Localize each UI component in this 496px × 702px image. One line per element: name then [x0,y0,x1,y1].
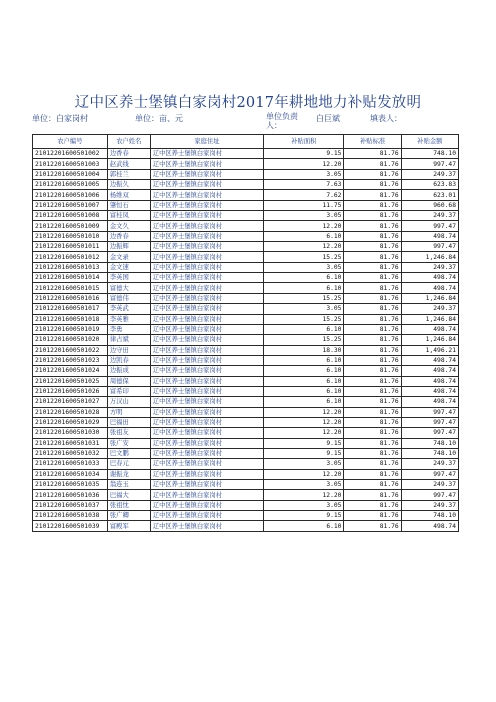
table-row [33,324,459,334]
subsidy-area-cell: 9.15 [264,511,344,521]
household-name-cell: 边香春 [107,231,150,241]
address-cell: 辽中区养士堡镇白家岗村 [150,211,263,221]
subsidy-amount-cell: 997.47 [401,159,458,169]
household-id-cell: 21012201600501039 [33,521,108,531]
table-row [33,221,459,231]
table-row [33,283,459,293]
table-row [33,459,459,469]
subsidy-rate-cell: 81.76 [344,500,401,510]
address-cell: 辽中区养士堡镇白家岗村 [150,180,263,190]
filler-label: 填表人： [370,114,402,123]
subsidy-rate-cell: 81.76 [344,448,401,458]
subsidy-amount-cell: 498.74 [401,397,458,407]
subsidy-amount-cell: 748.10 [401,438,458,448]
household-id-cell: 21012201600501017 [33,304,108,314]
subsidy-area-cell: 11.75 [264,200,344,210]
document-title: 辽中区养士堡镇白家岗村2017年耕地地力补贴发放明 [74,95,422,111]
table-row [33,407,459,417]
unit-head-name: 白巨斌 [316,114,340,123]
subsidy-rate-cell: 81.76 [344,304,401,314]
subsidy-amount-cell: 498.74 [401,521,458,531]
subsidy-amount-cell: 249.37 [401,500,458,510]
unit-of-measure-label: 单位：亩、元 [135,114,183,123]
subsidy-rate-cell: 81.76 [344,159,401,169]
table-row [33,397,459,407]
address-cell: 辽中区养士堡镇白家岗村 [150,490,263,500]
subsidy-area-cell: 3.05 [264,169,344,179]
subsidy-rate-cell: 81.76 [344,345,401,355]
address-cell: 辽中区养士堡镇白家岗村 [150,417,263,427]
household-id-cell: 21012201600501016 [33,293,108,303]
subsidy-rate-cell: 81.76 [344,200,401,210]
address-cell: 辽中区养士堡镇白家岗村 [150,500,263,510]
subsidy-area-cell: 9.15 [264,448,344,458]
subsidy-amount-cell: 997.47 [401,221,458,231]
subsidy-rate-cell: 81.76 [344,190,401,200]
household-id-cell: 21012201600501010 [33,231,108,241]
table-row [33,273,459,283]
table-row [33,355,459,365]
subsidy-amount-cell: 498.74 [401,273,458,283]
address-cell: 辽中区养士堡镇白家岗村 [150,283,263,293]
subsidy-area-cell: 6.10 [264,324,344,334]
subsidy-amount-cell: 623.01 [401,190,458,200]
household-id-cell: 21012201600501022 [33,345,108,355]
household-id-cell: 21012201600501020 [33,335,108,345]
table-row [33,252,459,262]
subsidy-area-cell: 12.20 [264,417,344,427]
subsidy-rate-cell: 81.76 [344,242,401,252]
subsidy-rate-cell: 81.76 [344,169,401,179]
household-id-cell: 21012201600501027 [33,397,108,407]
subsidy-area-cell: 3.05 [264,211,344,221]
table-row [33,490,459,500]
address-cell: 辽中区养士堡镇白家岗村 [150,252,263,262]
subsidy-amount-cell: 249.37 [401,169,458,179]
unit-head-label: 单位负责人： [266,112,298,130]
subsidy-rate-cell: 81.76 [344,407,401,417]
subsidy-area-cell: 6.10 [264,397,344,407]
subsidy-area-cell: 3.05 [264,262,344,272]
household-id-cell: 21012201600501038 [33,511,108,521]
subsidy-amount-cell: 498.74 [401,231,458,241]
subsidy-rate-cell: 81.76 [344,490,401,500]
subsidy-area-cell: 12.20 [264,407,344,417]
household-id-cell: 21012201600501033 [33,459,108,469]
subsidy-area-cell: 12.20 [264,469,344,479]
household-name-cell: 边守田 [107,345,150,355]
subsidy-rate-cell: 81.76 [344,180,401,190]
subsidy-amount-cell: 249.37 [401,211,458,221]
subsidy-table [32,134,459,532]
household-name-cell: 张广安 [107,438,150,448]
table-row [33,345,459,355]
household-name-cell: 边振久 [107,180,150,190]
subsidy-area-cell: 18.30 [264,345,344,355]
subsidy-rate-cell: 81.76 [344,273,401,283]
table-row [33,448,459,458]
subsidy-area-cell: 6.10 [264,273,344,283]
subsidy-rate-cell: 81.76 [344,386,401,396]
address-cell: 辽中区养士堡镇白家岗村 [150,262,263,272]
address-cell: 辽中区养士堡镇白家岗村 [150,149,263,159]
address-cell: 辽中区养士堡镇白家岗村 [150,314,263,324]
subsidy-rate-cell: 81.76 [344,314,401,324]
subsidy-amount-cell: 498.74 [401,366,458,376]
table-row [33,500,459,510]
subsidy-rate-cell: 81.76 [344,417,401,427]
subsidy-area-cell: 12.20 [264,159,344,169]
address-cell: 辽中区养士堡镇白家岗村 [150,304,263,314]
subsidy-amount-cell: 249.37 [401,480,458,490]
subsidy-rate-cell: 81.76 [344,335,401,345]
household-id-cell: 21012201600501019 [33,324,108,334]
household-id-cell: 21012201600501009 [33,221,108,231]
subsidy-rate-cell: 81.76 [344,511,401,521]
household-id-cell: 21012201600501002 [33,149,108,159]
household-name-cell: 杨维双 [107,190,150,200]
table-row [33,480,459,490]
subsidy-area-cell: 12.20 [264,242,344,252]
subsidy-amount-cell: 249.37 [401,459,458,469]
table-row [33,211,459,221]
household-name-cell: 张祖友 [107,428,150,438]
household-name-cell: 肇恒石 [107,200,150,210]
header-subsidy-amount: 补贴金额 [401,135,458,149]
subsidy-amount-cell: 748.10 [401,511,458,521]
household-id-cell: 21012201600501026 [33,386,108,396]
household-name-cell: 金文录 [107,252,150,262]
address-cell: 辽中区养士堡镇白家岗村 [150,376,263,386]
household-id-cell: 21012201600501012 [33,252,108,262]
address-cell: 辽中区养士堡镇白家岗村 [150,200,263,210]
household-id-cell: 21012201600501024 [33,366,108,376]
subsidy-area-cell: 6.10 [264,366,344,376]
subsidy-area-cell: 6.10 [264,231,344,241]
household-name-cell: 李英国 [107,273,150,283]
household-name-cell: 李英武 [107,304,150,314]
subsidy-rate-cell: 81.76 [344,366,401,376]
subsidy-amount-cell: 498.74 [401,355,458,365]
household-name-cell: 张广卿 [107,511,150,521]
address-cell: 辽中区养士堡镇白家岗村 [150,159,263,169]
subsidy-amount-cell: 748.10 [401,149,458,159]
household-name-cell: 巴文鹏 [107,448,150,458]
household-name-cell: 巴福大 [107,490,150,500]
subsidy-area-cell: 9.15 [264,438,344,448]
subsidy-area-cell: 15.25 [264,314,344,324]
table-row [33,180,459,190]
subsidy-amount-cell: 498.74 [401,283,458,293]
address-cell: 辽中区养士堡镇白家岗村 [150,469,263,479]
household-id-cell: 21012201600501031 [33,438,108,448]
household-name-cell: 郭桂兰 [107,169,150,179]
table-row [33,511,459,521]
subsidy-area-cell: 3.05 [264,500,344,510]
household-name-cell: 李英雅 [107,314,150,324]
address-cell: 辽中区养士堡镇白家岗村 [150,273,263,283]
household-id-cell: 21012201600501018 [33,314,108,324]
household-id-cell: 21012201600501035 [33,480,108,490]
household-id-cell: 21012201600501030 [33,428,108,438]
address-cell: 辽中区养士堡镇白家岗村 [150,428,263,438]
household-name-cell: 富桂凤 [107,211,150,221]
subsidy-rate-cell: 81.76 [344,252,401,262]
header-address: 家庭住址 [150,135,263,149]
household-name-cell: 万汉山 [107,397,150,407]
subsidy-rate-cell: 81.76 [344,428,401,438]
table-row [33,335,459,345]
subsidy-amount-cell: 997.47 [401,242,458,252]
subsidy-area-cell: 6.10 [264,376,344,386]
subsidy-area-cell: 9.15 [264,149,344,159]
household-id-cell: 21012201600501014 [33,273,108,283]
household-name-cell: 边凯春 [107,355,150,365]
header-household-name: 农户姓名 [107,135,150,149]
table-row [33,428,459,438]
household-id-cell: 21012201600501004 [33,169,108,179]
subsidy-amount-cell: 997.47 [401,490,458,500]
subsidy-rate-cell: 81.76 [344,376,401,386]
household-id-cell: 21012201600501032 [33,448,108,458]
subsidy-area-cell: 12.20 [264,221,344,231]
household-id-cell: 21012201600501029 [33,417,108,427]
subsidy-rate-cell: 81.76 [344,211,401,221]
subsidy-amount-cell: 623.83 [401,180,458,190]
household-name-cell: 金文久 [107,221,150,231]
subsidy-rate-cell: 81.76 [344,397,401,407]
header-subsidy-rate: 补贴标准 [344,135,401,149]
address-cell: 辽中区养士堡镇白家岗村 [150,366,263,376]
subsidy-amount-cell: 249.37 [401,304,458,314]
subsidy-amount-cell: 997.47 [401,417,458,427]
household-name-cell: 赵武线 [107,159,150,169]
table-row [33,469,459,479]
subsidy-area-cell: 6.10 [264,521,344,531]
address-cell: 辽中区养士堡镇白家岗村 [150,324,263,334]
subsidy-amount-cell: 1,246.84 [401,314,458,324]
subsidy-rate-cell: 81.76 [344,262,401,272]
household-id-cell: 21012201600501008 [33,211,108,221]
subsidy-area-cell: 6.10 [264,283,344,293]
household-id-cell: 21012201600501005 [33,180,108,190]
address-cell: 辽中区养士堡镇白家岗村 [150,386,263,396]
household-id-cell: 21012201600501036 [33,490,108,500]
subsidy-rate-cell: 81.76 [344,324,401,334]
address-cell: 辽中区养士堡镇白家岗村 [150,169,263,179]
table-row [33,417,459,427]
subsidy-rate-cell: 81.76 [344,459,401,469]
table-row [33,242,459,252]
household-id-cell: 21012201600501006 [33,190,108,200]
table-row [33,366,459,376]
subsidy-area-cell: 12.20 [264,490,344,500]
subsidy-area-cell: 3.05 [264,480,344,490]
household-name-cell: 富希印 [107,386,150,396]
subsidy-rate-cell: 81.76 [344,149,401,159]
address-cell: 辽中区养士堡镇白家岗村 [150,511,263,521]
household-name-cell: 谢振龙 [107,469,150,479]
table-row [33,262,459,272]
subsidy-area-cell: 15.25 [264,335,344,345]
subsidy-amount-cell: 997.47 [401,428,458,438]
subsidy-area-cell: 15.25 [264,252,344,262]
subsidy-rate-cell: 81.76 [344,521,401,531]
household-id-cell: 21012201600501011 [33,242,108,252]
subsidy-amount-cell: 249.37 [401,262,458,272]
subsidy-rate-cell: 81.76 [344,221,401,231]
subsidy-amount-cell: 997.47 [401,469,458,479]
address-cell: 辽中区养士堡镇白家岗村 [150,459,263,469]
household-id-cell: 21012201600501007 [33,200,108,210]
address-cell: 辽中区养士堡镇白家岗村 [150,355,263,365]
household-id-cell: 21012201600501003 [33,159,108,169]
subsidy-amount-cell: 960.68 [401,200,458,210]
subsidy-rate-cell: 81.76 [344,480,401,490]
household-name-cell: 巴春元 [107,459,150,469]
table-row [33,293,459,303]
household-name-cell: 富德伟 [107,293,150,303]
household-name-cell: 边振辉 [107,242,150,252]
header-household-id: 农户编号 [33,135,108,149]
household-name-cell: 张祖忱 [107,500,150,510]
subsidy-amount-cell: 1,246.84 [401,293,458,303]
table-row [33,521,459,531]
address-cell: 辽中区养士堡镇白家岗村 [150,221,263,231]
subsidy-rate-cell: 81.76 [344,231,401,241]
subsidy-amount-cell: 498.74 [401,386,458,396]
subsidy-rate-cell: 81.76 [344,283,401,293]
address-cell: 辽中区养士堡镇白家岗村 [150,345,263,355]
address-cell: 辽中区养士堡镇白家岗村 [150,242,263,252]
subsidy-rate-cell: 81.76 [344,293,401,303]
table-row [33,190,459,200]
table-row [33,304,459,314]
household-name-cell: 富德大 [107,283,150,293]
subsidy-amount-cell: 498.74 [401,324,458,334]
household-name-cell: 翁连玉 [107,480,150,490]
address-cell: 辽中区养士堡镇白家岗村 [150,397,263,407]
household-name-cell: 律占斌 [107,335,150,345]
subsidy-rate-cell: 81.76 [344,355,401,365]
unit-label: 单位：白家岗村 [32,114,88,123]
address-cell: 辽中区养士堡镇白家岗村 [150,293,263,303]
table-row [33,200,459,210]
subsidy-amount-cell: 498.74 [401,376,458,386]
table-row [33,386,459,396]
household-id-cell: 21012201600501037 [33,500,108,510]
address-cell: 辽中区养士堡镇白家岗村 [150,407,263,417]
table-row [33,149,459,159]
subsidy-area-cell: 3.05 [264,304,344,314]
household-name-cell: 边振成 [107,366,150,376]
household-name-cell: 李勇 [107,324,150,334]
subsidy-area-cell: 7.63 [264,180,344,190]
household-id-cell: 21012201600501015 [33,283,108,293]
subsidy-amount-cell: 748.10 [401,448,458,458]
household-name-cell: 边香春 [107,149,150,159]
address-cell: 辽中区养士堡镇白家岗村 [150,448,263,458]
subsidy-rate-cell: 81.76 [344,438,401,448]
subsidy-amount-cell: 1,496.21 [401,345,458,355]
table-row [33,314,459,324]
household-id-cell: 21012201600501013 [33,262,108,272]
table-row [33,159,459,169]
subsidy-amount-cell: 997.47 [401,407,458,417]
address-cell: 辽中区养士堡镇白家岗村 [150,521,263,531]
subsidy-area-cell: 6.10 [264,386,344,396]
subsidy-area-cell: 15.25 [264,293,344,303]
subsidy-area-cell: 12.20 [264,428,344,438]
household-name-cell: 金文速 [107,262,150,272]
household-id-cell: 21012201600501034 [33,469,108,479]
household-id-cell: 21012201600501028 [33,407,108,417]
subsidy-amount-cell: 1,246.84 [401,335,458,345]
table-row [33,438,459,448]
household-id-cell: 21012201600501025 [33,376,108,386]
subsidy-area-cell: 6.10 [264,355,344,365]
address-cell: 辽中区养士堡镇白家岗村 [150,438,263,448]
subsidy-area-cell: 3.05 [264,459,344,469]
table-row [33,231,459,241]
table-row [33,169,459,179]
address-cell: 辽中区养士堡镇白家岗村 [150,335,263,345]
household-name-cell: 方明 [107,407,150,417]
household-name-cell: 周德保 [107,376,150,386]
table-header-row [33,135,459,149]
household-name-cell: 巴福田 [107,417,150,427]
subsidy-rate-cell: 81.76 [344,469,401,479]
address-cell: 辽中区养士堡镇白家岗村 [150,480,263,490]
address-cell: 辽中区养士堡镇白家岗村 [150,231,263,241]
header-subsidy-area: 补贴面积 [264,135,344,149]
table-row [33,376,459,386]
subsidy-area-cell: 7.62 [264,190,344,200]
address-cell: 辽中区养士堡镇白家岗村 [150,190,263,200]
subsidy-amount-cell: 1,246.84 [401,252,458,262]
household-name-cell: 富殿军 [107,521,150,531]
household-id-cell: 21012201600501023 [33,355,108,365]
